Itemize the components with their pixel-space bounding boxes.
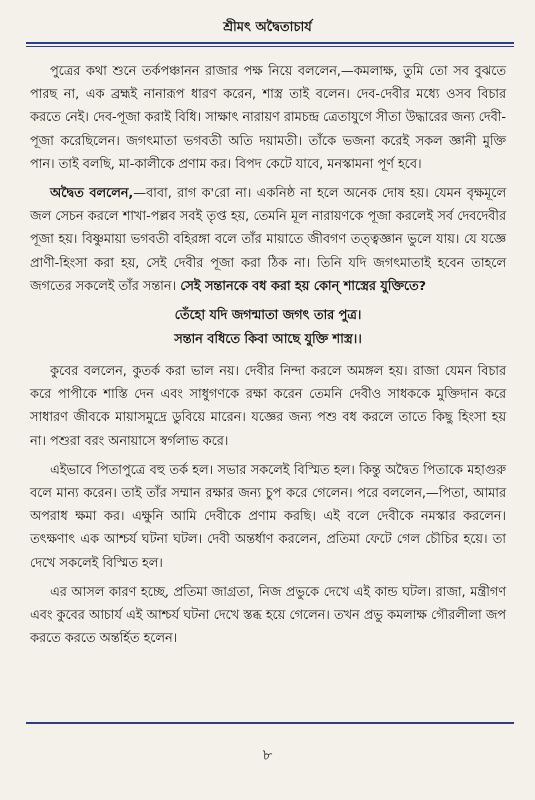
verse-line-1: তেঁহো যদি জগন্মাতা জগৎ তার পুত্র। (174, 308, 362, 324)
body-text (30, 60, 506, 656)
speaker-lead: অদ্বৈত বললেন, (50, 186, 134, 202)
header-rule-thin (26, 46, 514, 47)
footer-rule (26, 722, 514, 724)
paragraph-2 (30, 182, 506, 298)
verse-couplet (30, 304, 506, 352)
paragraph-2-question: সেই সন্তানকে বধ করা হয় কোন্ শাস্ত্রের যুক্তিতে? (180, 278, 427, 294)
paragraph-4: এইভাবে পিতাপুত্রে বহু তর্ক হল। সভার সকলেই বিস্মিত হল। কিন্তু অদ্বৈত পিতাকে মহাগুরু বলে মান্য করেন। তাই তাঁর সম্মান রক্ষার জন্য চুপ করে গেলেন। পরে বললেন,—পিতা, আমার অপরাধ ক্ষমা কর। এক্ষুনি আমি দেবীকে প্রণাম করছি। এই বলে দেবীকে নমস্কার করলেন। তৎক্ষণাৎ এক আশ্চর্য ঘটনা ঘটল। দেবী অন্তর্ধাণ করলেন, প্রতিমা ফেটে গেল চৌচির হয়ে। তা দেখে সকলেই বিস্মিত হল। (30, 462, 506, 571)
paragraph-3: কুবের বললেন, কুতর্ক করা ভাল নয়। দেবীর নিন্দা করলে অমঙ্গল হয়। রাজা যেমন বিচার করে পাপীকে শাস্তি দেন এবং সাধুগণকে রক্ষা করেন তেমনি দেবীও সাধককে মুক্তিদান করে সাধারণ জীবকে মায়াসমুদ্রে ডুবিয়ে মারেন। যজ্ঞের জন্য পশু বধ করলে তাতে কিছু হিংসা হয় না। পশুরা বরং অনায়াসে স্বর্গলাভ করে। (30, 364, 506, 449)
paragraph-1: পুত্রের কথা শুনে তর্কপঞ্চানন রাজার পক্ষ নিয়ে বললেন,—কমলাক্ষ, তুমি তো সব বুঝতে পারছ না, এক ব্রহ্মই নানারূপ ধারণ করেন, শাস্ত্র তাই বলেন। দেব-দেবীর মধ্যে ওসব বিচার করতে নেই। দেব-পূজা করাই বিধি। সাক্ষাৎ নারায়ণ রামচন্দ্র ত্রেতাযুগে সীতা উদ্ধারের জন্য দেবী-পূজা করেছিলেন। জগৎমাতা ভগবতী অতি দয়ামতী। তাঁকে ভজনা করেই সকল জ্ঞানী মুক্তি পান। তাই বলছি, মা-কালীকে প্রণাম কর। বিপদ কেটে যাবে, মনস্কামনা পূর্ণ হবে। (30, 64, 506, 172)
running-title: শ্রীমৎ অদ্বৈতাচার্য (223, 20, 312, 35)
paragraph-2-body: —বাবা, রাগ ক'রো না। একনিষ্ঠ না হলে অনেক দোষ হয়। যেমন বৃক্ষমূলে জল সেচন করলে শাখা-পল্লব সবই তৃপ্ত হয়, তেমনি মূল নারায়ণকে পূজা করলেই সর্ব দেবদেবীর পূজা হয়। বিষ্ণুমায়া ভগবতী বহিরঙ্গা বলে তাঁর মায়াতে জীবগণ তত্ত্বজ্ঞান ভুলে যায়। যে যজ্ঞে প্রাণী-হিংসা করা হয়, সেই দেবীর পূজা করা ঠিক না। তিনি যদি জগৎমাতাই হবেন তাহলে জগতের সকলেই তাঁর সন্তান। (30, 186, 506, 294)
verse-line-2: সন্তান বধিতে কিবা আছে যুক্তি শাস্ত্র।। (174, 332, 362, 348)
paragraph-5: এর আসল কারণ হচ্ছে, প্রতিমা জাগ্রতা, নিজ প্রভুকে দেখে এই কান্ড ঘটল। রাজা, মন্ত্রীগণ এবং কুবের আচার্য এই আশ্চর্য ঘটনা দেখে স্তব্ধ হয়ে গেলেন। তখন প্রভু কমলাক্ষ গৌরলীলা জপ করতে করতে অন্তর্হিত হলেন। (30, 584, 506, 647)
header-rule-thick (26, 42, 514, 44)
page-number: ৮ (262, 746, 273, 764)
